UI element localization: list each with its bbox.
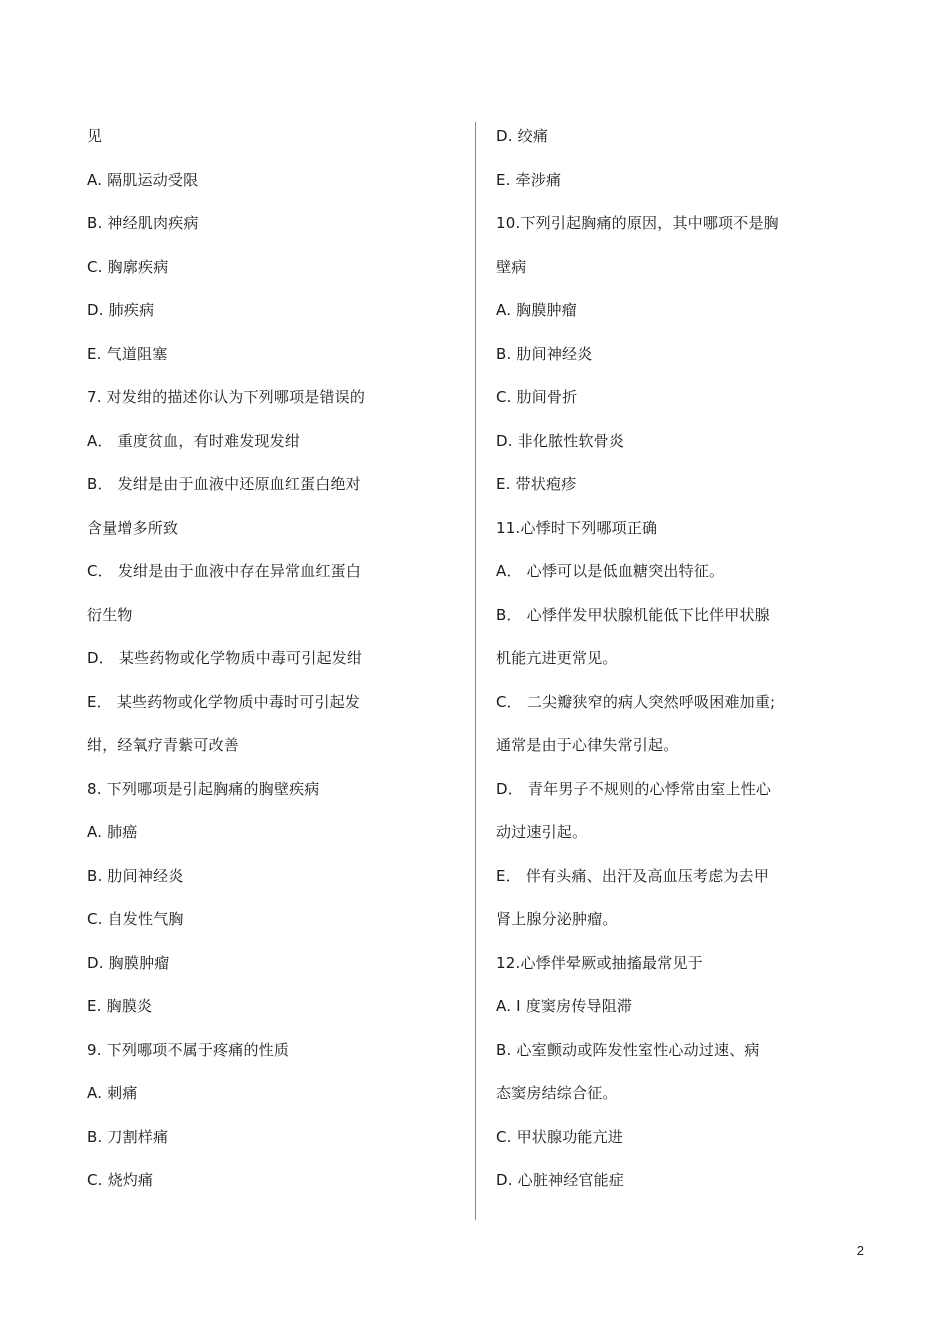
- text-line: B. 肋间神经炎: [496, 344, 593, 363]
- text-line: A. I 度窦房传导阻滞: [496, 997, 633, 1015]
- page-number: 2: [856, 1243, 864, 1258]
- text-line: 衍生物: [87, 605, 133, 624]
- text-line: D． 青年男子不规则的心悸常由室上性心: [496, 779, 772, 798]
- text-line: A. 隔肌运动受限: [87, 170, 199, 189]
- text-line: B. 心室颤动或阵发性室性心动过速、病: [496, 1040, 760, 1059]
- column-divider: [475, 122, 476, 1220]
- text-line: A. 胸膜肿瘤: [496, 301, 577, 319]
- text-line: A． 心悸可以是低血糖突出特征。: [496, 562, 725, 580]
- text-line: C． 二尖瓣狭窄的病人突然呼吸困难加重;: [496, 692, 776, 711]
- text-line: 10.下列引起胸痛的原因，其中哪项不是胸: [496, 214, 779, 232]
- text-line: 态窦房结综合征。: [496, 1084, 618, 1102]
- text-line: 通常是由于心律失常引起。: [496, 736, 679, 754]
- text-line: D. 肺疾病: [87, 301, 155, 319]
- text-line: D. 胸膜肿瘤: [87, 953, 170, 972]
- text-line: E. 胸膜炎: [87, 997, 153, 1015]
- text-line: 绀，经氧疗青紫可改善: [87, 736, 240, 754]
- text-line: B． 心悸伴发甲状腺机能低下比伴甲状腺: [496, 605, 770, 624]
- text-line: 机能亢进更常见。: [496, 649, 618, 667]
- text-line: A． 重度贫血，有时难发现发绀: [87, 431, 301, 450]
- text-line: 含量增多所致: [87, 518, 179, 537]
- text-line: E. 带状疱疹: [496, 475, 577, 493]
- text-line: 9. 下列哪项不属于疼痛的性质: [87, 1040, 290, 1059]
- text-line: D． 某些药物或化学物质中毒可引起发绀: [87, 649, 363, 667]
- text-line: 8. 下列哪项是引起胸痛的胸壁疾病: [87, 779, 320, 798]
- text-line: C. 自发性气胸: [87, 910, 184, 928]
- right-text-column: [496, 115, 856, 1203]
- text-line: C． 发绀是由于血液中存在异常血红蛋白: [87, 562, 362, 580]
- text-line: D. 非化脓性软骨炎: [496, 431, 625, 450]
- text-line: E． 伴有头痛、出汗及高血压考虑为去甲: [496, 866, 770, 885]
- text-line: 壁病: [496, 257, 527, 276]
- text-line: E. 牵涉痛: [496, 170, 562, 189]
- text-line: 动过速引起。: [496, 823, 588, 841]
- text-line: A. 刺痛: [87, 1084, 138, 1102]
- left-text-column: [87, 115, 457, 1203]
- text-line: B． 发绀是由于血液中还原血红蛋白绝对: [87, 475, 361, 493]
- text-line: B. 肋间神经炎: [87, 866, 184, 885]
- text-line: C. 胸廓疾病: [87, 257, 169, 276]
- text-line: D. 心脏神经官能症: [496, 1171, 625, 1189]
- text-line: C. 甲状腺功能亢进: [496, 1127, 624, 1146]
- text-line: D. 绞痛: [496, 127, 549, 145]
- text-line: B. 刀割样痛: [87, 1127, 169, 1146]
- text-line: C. 肋间骨折: [496, 388, 578, 406]
- text-line: 7. 对发绀的描述你认为下列哪项是错误的: [87, 388, 366, 406]
- text-line: A. 肺癌: [87, 823, 138, 841]
- text-line: 肾上腺分泌肿瘤。: [496, 910, 618, 928]
- text-line: 11.心悸时下列哪项正确: [496, 518, 658, 537]
- text-line: 见: [87, 127, 103, 145]
- text-line: E. 气道阻塞: [87, 344, 168, 363]
- text-line: C. 烧灼痛: [87, 1171, 154, 1189]
- text-line: B. 神经肌肉疾病: [87, 214, 199, 232]
- text-line: 12.心悸伴晕厥或抽搐最常见于: [496, 953, 703, 972]
- text-line: E． 某些药物或化学物质中毒时可引起发: [87, 692, 361, 711]
